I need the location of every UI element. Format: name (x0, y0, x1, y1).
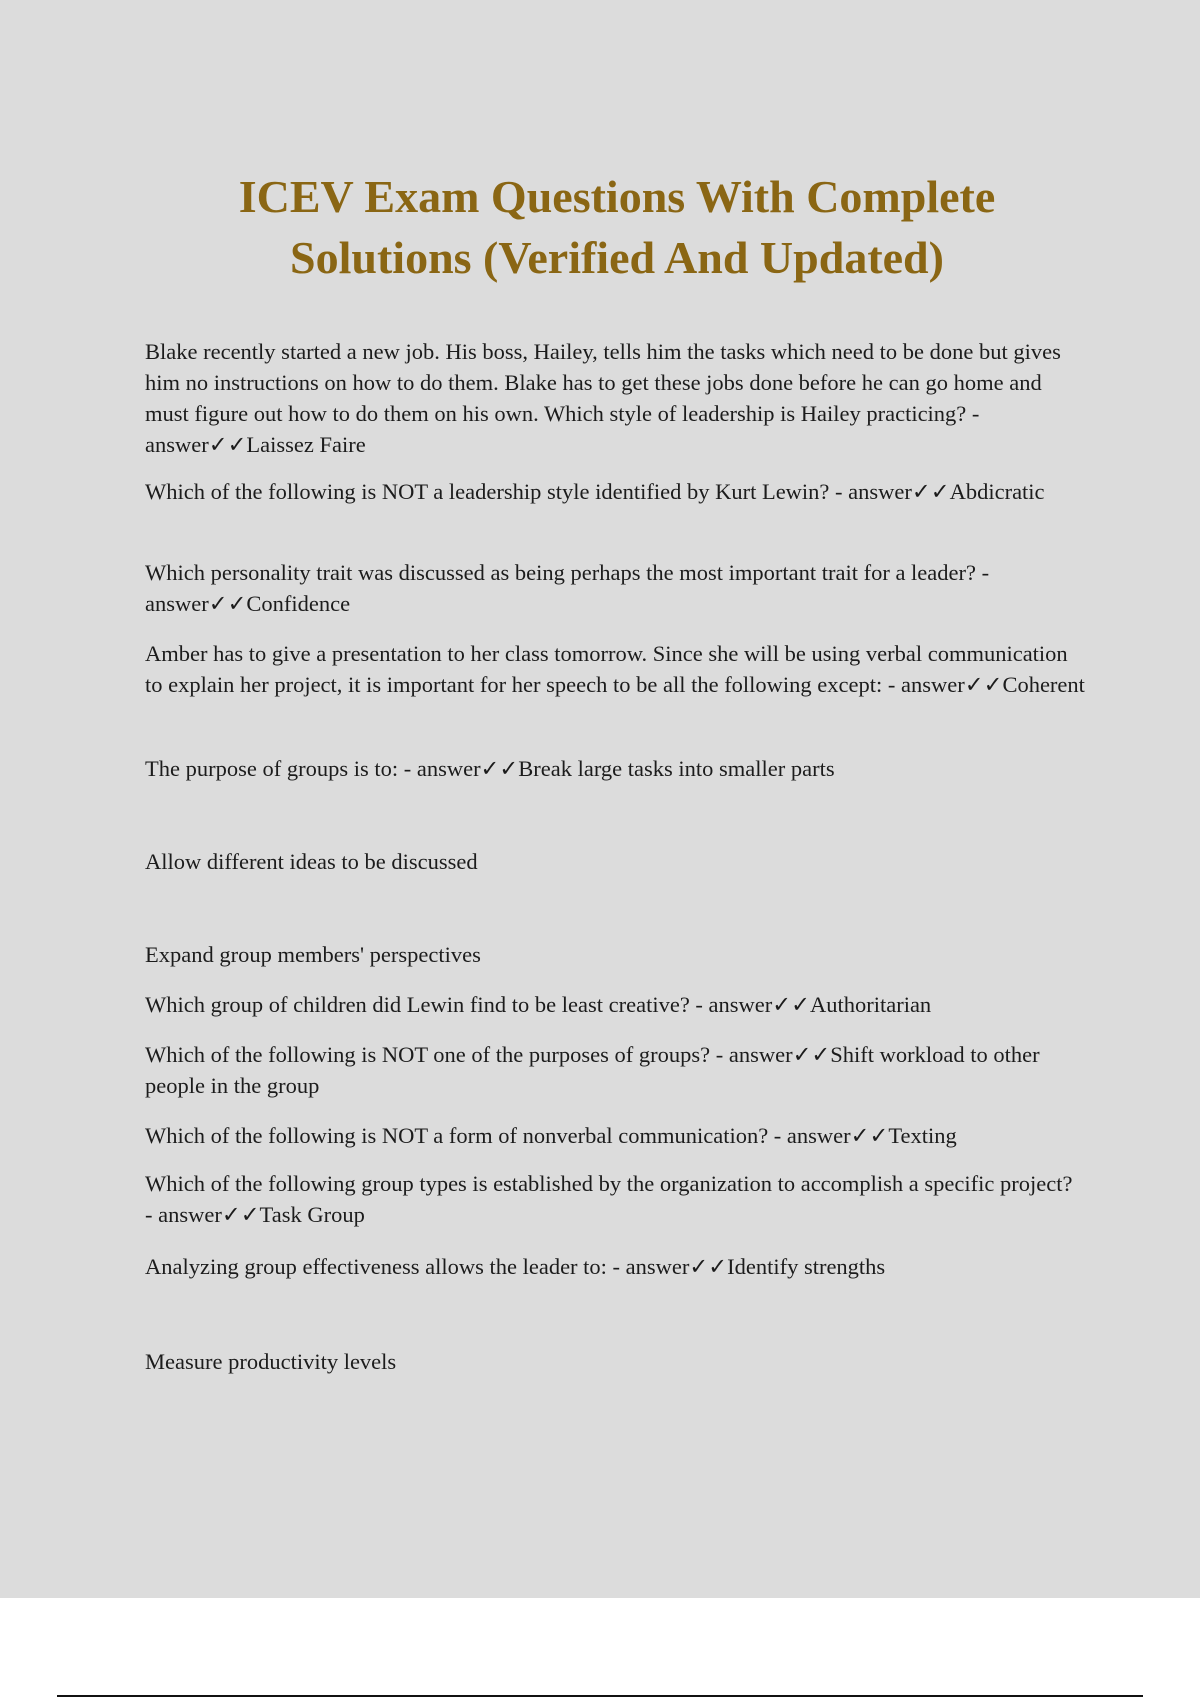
document-title-line-1: ICEV Exam Questions With Complete (238, 171, 996, 222)
question-paragraph-7: Which of the following is NOT one of the purposes of groups? - answer✓✓Shift workload to other people in the group (145, 1042, 1040, 1098)
answer-continuation-2: Expand group members' perspectives (145, 942, 481, 967)
question-paragraph-3: Which personality trait was discussed as being perhaps the most important trait for a leader? - answer✓✓Confidence (145, 560, 990, 616)
answer-continuation-3: Measure productivity levels (145, 1349, 397, 1374)
question-paragraph-1: Blake recently started a new job. His boss, Hailey, tells him the tasks which need to be done but gives him no instructions on how to do them. Blake has to get these jobs done before he can go home and must figure out how to do them on his own. Which style of leadership is Hailey practicing? - answer✓✓Laissez Faire (145, 339, 1061, 457)
document-title-line-2: Solutions (Verified And Updated) (290, 232, 944, 283)
document-title (0, 166, 1200, 288)
question-paragraph-6: Which group of children did Lewin find to be least creative? - answer✓✓Authoritarian (145, 992, 932, 1017)
question-paragraph-10: Analyzing group effectiveness allows the leader to: - answer✓✓Identify strengths (145, 1254, 886, 1279)
question-paragraph-8: Which of the following is NOT a form of nonverbal communication? - answer✓✓Texting (145, 1123, 957, 1148)
question-paragraph-4: Amber has to give a presentation to her class tomorrow. Since she will be using verbal communication to explain her project, it is important for her speech to be all the following except: - answer✓✓Coherent (145, 641, 1085, 697)
question-paragraph-2: Which of the following is NOT a leadership style identified by Kurt Lewin? - answer✓✓Abdicratic (145, 479, 1045, 504)
question-paragraph-9: Which of the following group types is established by the organization to accomplish a specific project? - answer✓✓Task Group (145, 1171, 1073, 1227)
question-paragraph-5: The purpose of groups is to: - answer✓✓Break large tasks into smaller parts (145, 756, 835, 781)
bottom-divider (57, 1695, 1143, 1697)
answer-continuation-1: Allow different ideas to be discussed (145, 849, 478, 874)
